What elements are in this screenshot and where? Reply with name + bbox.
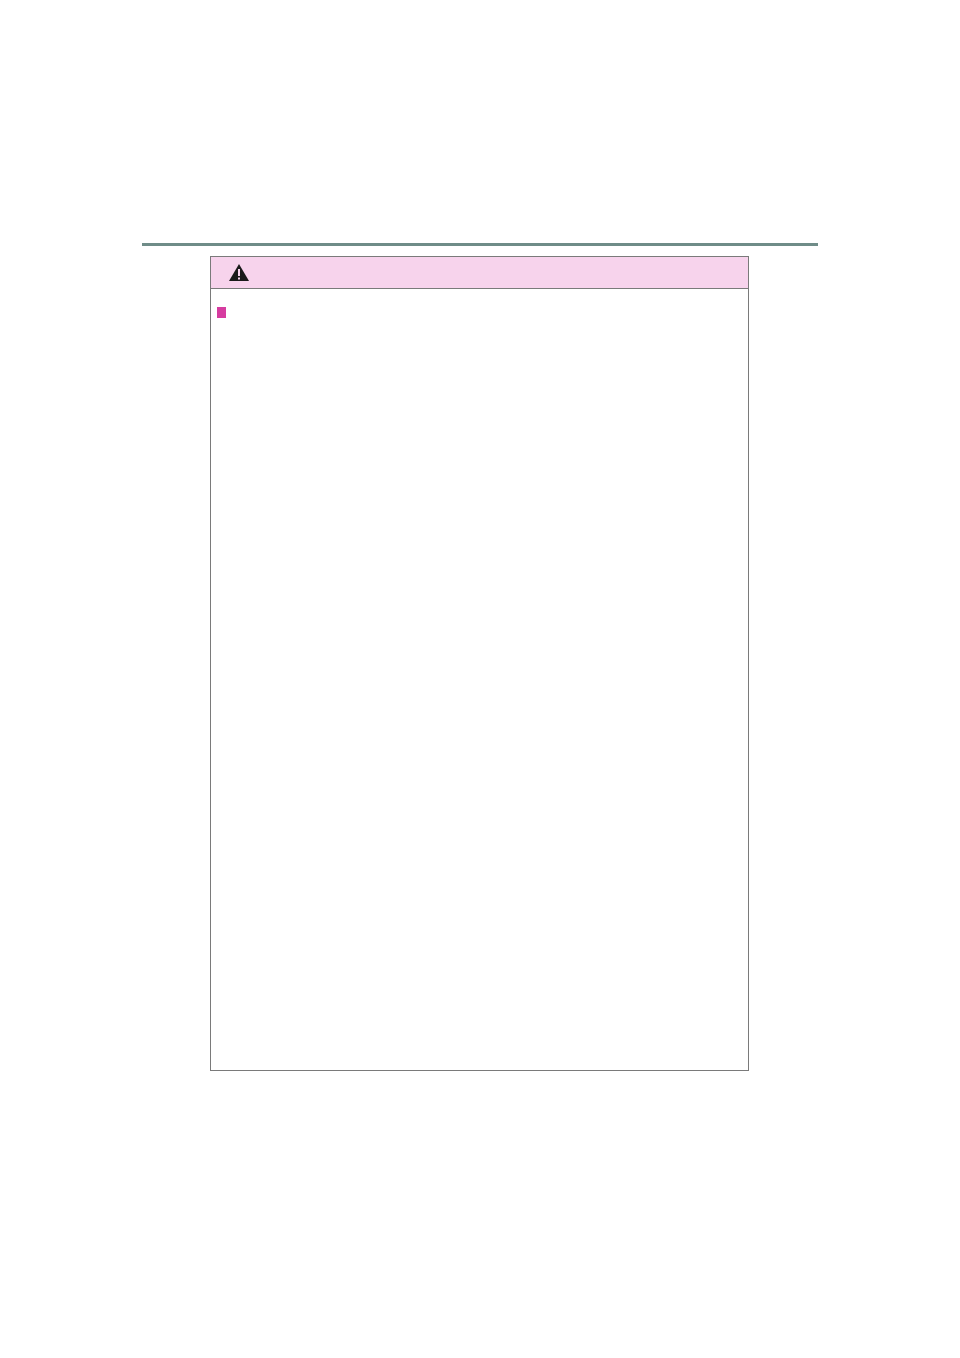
warning-body bbox=[211, 289, 748, 299]
warning-box bbox=[210, 256, 749, 1071]
warning-header bbox=[211, 257, 748, 289]
page-header bbox=[185, 216, 257, 242]
warning-triangle-icon bbox=[228, 263, 250, 282]
square-bullet-icon bbox=[217, 309, 226, 318]
header-divider bbox=[142, 243, 818, 246]
